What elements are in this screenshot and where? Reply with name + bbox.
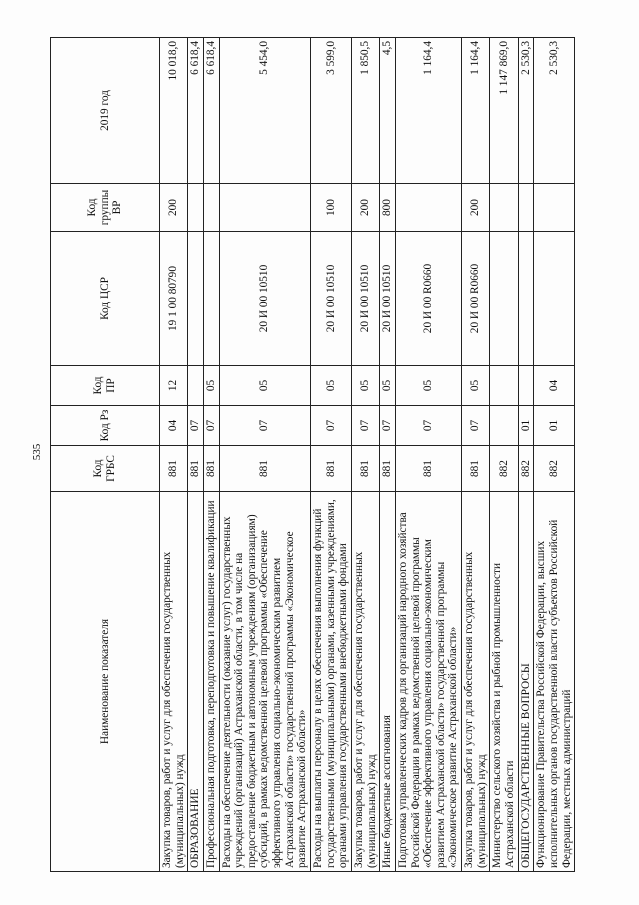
cell-value: 2 530,3 — [518, 38, 534, 184]
cell-pr: 05 — [311, 366, 352, 406]
header-rz: Код Рз — [51, 406, 160, 446]
table-row — [219, 38, 310, 872]
cell-vr — [219, 184, 310, 232]
table-row — [462, 38, 490, 872]
cell-pr: 05 — [351, 366, 379, 406]
cell-vr: 200 — [351, 184, 379, 232]
table-row — [203, 38, 219, 872]
cell-rz: 07 — [203, 406, 219, 446]
cell-rz: 01 — [534, 406, 575, 446]
table-row — [311, 38, 352, 872]
cell-value: 1 164,4 — [395, 38, 461, 184]
cell-grbs: 881 — [395, 446, 461, 492]
cell-rz: 07 — [311, 406, 352, 446]
budget-table — [50, 37, 575, 872]
table-row — [395, 38, 461, 872]
header-name: Наименование показателя — [51, 492, 160, 872]
cell-rz: 07 — [380, 406, 396, 446]
cell-pr: 05 — [203, 366, 219, 406]
cell-vr: 200 — [462, 184, 490, 232]
cell-vr — [534, 184, 575, 232]
cell-vr: 100 — [311, 184, 352, 232]
cell-name: ОБРАЗОВАНИЕ — [188, 492, 204, 872]
cell-pr — [490, 366, 518, 406]
cell-value: 1 147 869,0 — [490, 38, 518, 184]
cell-csr: 20 И 00 R0660 — [395, 232, 461, 366]
table-row — [380, 38, 396, 872]
cell-name: Расходы на обеспечение деятельности (оказание услуг) государственных учреждений (организаций) Астраханской области, в том числе на предоставление бюджетным и автономным учреждениям (организациям) субсидий, в рамках ведомственной целевой программы «Обеспечение эффективного управления социально-экономическим развитием Астраханской области» государственной программы «Экономическое развитие Астраханской области» — [219, 492, 310, 872]
header-csr: Код ЦСР — [51, 232, 160, 366]
cell-pr: 05 — [462, 366, 490, 406]
cell-value: 10 018,0 — [160, 38, 188, 184]
cell-rz: 07 — [188, 406, 204, 446]
cell-grbs: 881 — [203, 446, 219, 492]
cell-name: Функционирование Правительства Российской Федерации, высших исполнительных органов государственной власти субъектов Российской Федерации, местных администраций — [534, 492, 575, 872]
cell-rz: 01 — [518, 406, 534, 446]
header-year: 2019 год — [51, 38, 160, 184]
cell-csr — [203, 232, 219, 366]
cell-name: Закупка товаров, работ и услуг для обеспечения государственных (муниципальных) нужд — [351, 492, 379, 872]
cell-vr: 800 — [380, 184, 396, 232]
cell-grbs: 882 — [534, 446, 575, 492]
cell-pr: 05 — [219, 366, 310, 406]
cell-grbs: 881 — [188, 446, 204, 492]
cell-vr — [518, 184, 534, 232]
cell-csr: 20 И 00 R0660 — [462, 232, 490, 366]
cell-value: 1 164,4 — [462, 38, 490, 184]
cell-csr — [534, 232, 575, 366]
cell-csr — [188, 232, 204, 366]
cell-name: Иные бюджетные ассигнования — [380, 492, 396, 872]
table-row — [518, 38, 534, 872]
cell-csr: 20 И 00 10510 — [311, 232, 352, 366]
cell-name: Министерство сельского хозяйства и рыбной промышленности Астраханской области — [490, 492, 518, 872]
rotated-table-container — [50, 38, 573, 872]
cell-value: 1 850,5 — [351, 38, 379, 184]
cell-pr: 05 — [395, 366, 461, 406]
cell-grbs: 881 — [311, 446, 352, 492]
cell-csr — [518, 232, 534, 366]
table-row — [534, 38, 575, 872]
table-header-row — [51, 38, 160, 872]
rotated-table-frame — [50, 38, 573, 872]
cell-value: 3 599,0 — [311, 38, 352, 184]
cell-rz: 07 — [351, 406, 379, 446]
cell-pr — [188, 366, 204, 406]
cell-pr: 04 — [534, 366, 575, 406]
cell-csr: 19 1 00 80790 — [160, 232, 188, 366]
cell-value: 6 618,4 — [188, 38, 204, 184]
cell-grbs: 881 — [380, 446, 396, 492]
cell-csr: 20 И 00 10510 — [351, 232, 379, 366]
cell-grbs: 882 — [518, 446, 534, 492]
cell-csr: 20 И 00 10510 — [219, 232, 310, 366]
cell-vr — [188, 184, 204, 232]
cell-rz: 07 — [219, 406, 310, 446]
cell-value: 5 454,0 — [219, 38, 310, 184]
cell-pr: 12 — [160, 366, 188, 406]
cell-pr: 05 — [380, 366, 396, 406]
header-vr: Код группы ВР — [51, 184, 160, 232]
cell-vr — [203, 184, 219, 232]
cell-rz — [490, 406, 518, 446]
cell-grbs: 881 — [219, 446, 310, 492]
cell-grbs: 881 — [462, 446, 490, 492]
table-row — [351, 38, 379, 872]
cell-csr: 20 И 00 10510 — [380, 232, 396, 366]
cell-vr — [395, 184, 461, 232]
cell-name: ОБЩЕГОСУДАРСТВЕННЫЕ ВОПРОСЫ — [518, 492, 534, 872]
cell-rz: 07 — [395, 406, 461, 446]
cell-name: Закупка товаров, работ и услуг для обеспечения государственных (муниципальных) нужд — [160, 492, 188, 872]
cell-grbs: 882 — [490, 446, 518, 492]
cell-name: Профессиональная подготовка, переподготовка и повышение квалификации — [203, 492, 219, 872]
cell-name: Закупка товаров, работ и услуг для обеспечения государственных (муниципальных) нужд — [462, 492, 490, 872]
cell-pr — [518, 366, 534, 406]
cell-vr: 200 — [160, 184, 188, 232]
cell-name: Расходы на выплаты персоналу в целях обеспечения выполнения функций государственными (муниципальными) органами, казенными учреждениями, органами управления государственными внебюджетными фондами — [311, 492, 352, 872]
table-row — [188, 38, 204, 872]
cell-value: 2 530,3 — [534, 38, 575, 184]
page-number: 535 — [31, 443, 43, 461]
cell-grbs: 881 — [351, 446, 379, 492]
table-row — [160, 38, 188, 872]
cell-value: 4,5 — [380, 38, 396, 184]
cell-vr — [490, 184, 518, 232]
cell-name: Подготовка управленческих кадров для организаций народного хозяйства Российской Федерации в рамках ведомственной целевой программы «Обеспечение эффективного управления социально-экономическим развитием Астраханской области» государственной программы «Экономическое развитие Астраханской области» — [395, 492, 461, 872]
header-pr: Код ПР — [51, 366, 160, 406]
cell-grbs: 881 — [160, 446, 188, 492]
cell-csr — [490, 232, 518, 366]
cell-value: 6 618,4 — [203, 38, 219, 184]
header-grbs: Код ГРБС — [51, 446, 160, 492]
cell-rz: 04 — [160, 406, 188, 446]
table-row — [490, 38, 518, 872]
cell-rz: 07 — [462, 406, 490, 446]
